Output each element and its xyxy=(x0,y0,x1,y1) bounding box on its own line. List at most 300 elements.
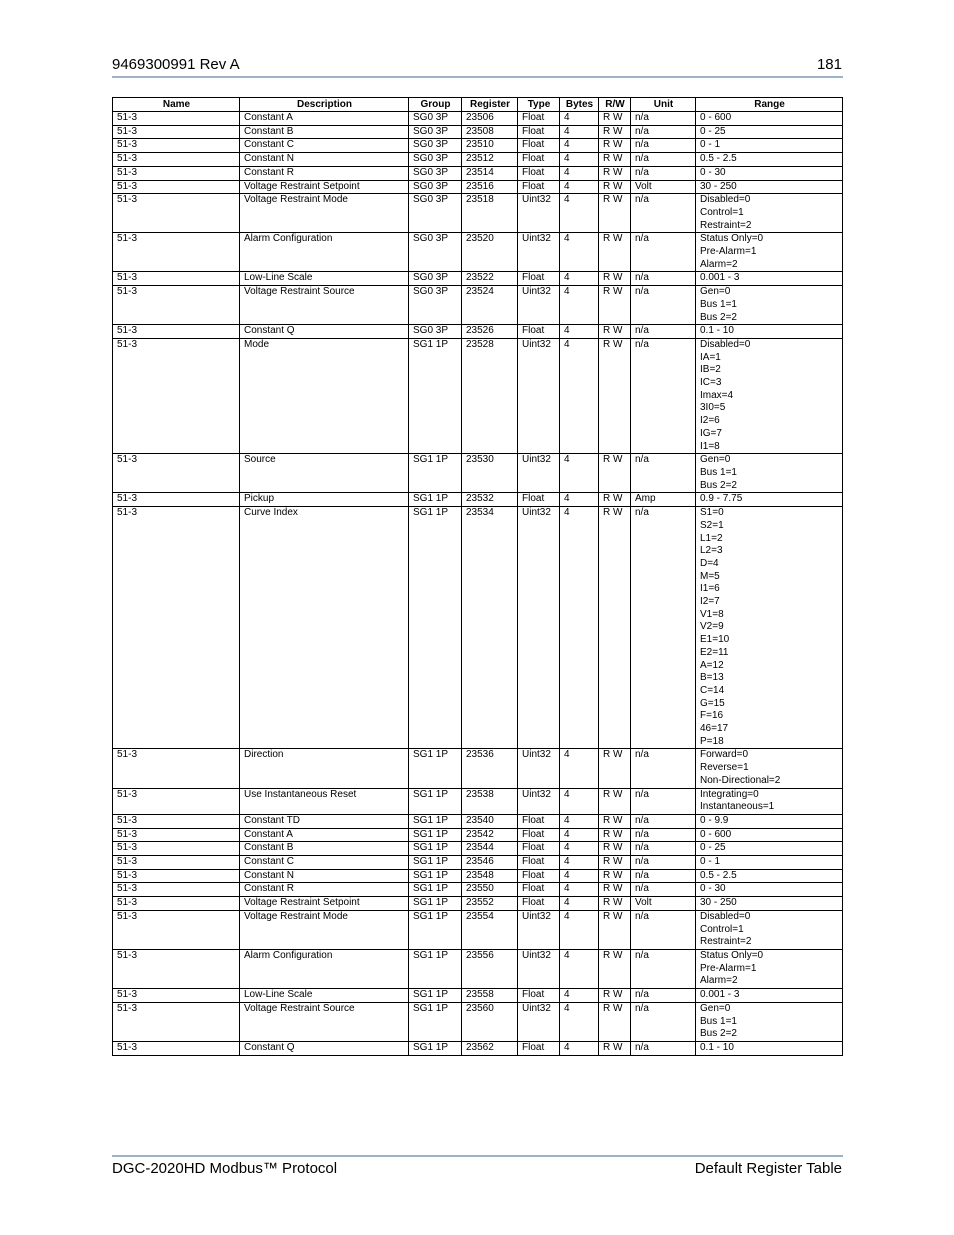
cell-group: SG0 3P xyxy=(409,112,462,126)
footer-rule xyxy=(112,1155,843,1157)
cell-description: Voltage Restraint Mode xyxy=(240,194,409,233)
cell-description: Constant R xyxy=(240,883,409,897)
cell-description: Constant C xyxy=(240,856,409,870)
cell-bytes: 4 xyxy=(560,286,599,325)
column-header-range: Range xyxy=(696,98,843,112)
cell-unit: Amp xyxy=(631,493,696,507)
cell-rw: R W xyxy=(599,139,631,153)
column-header-name: Name xyxy=(113,98,240,112)
table-body xyxy=(113,112,843,1056)
cell-bytes: 4 xyxy=(560,828,599,842)
cell-type: Uint32 xyxy=(518,749,560,788)
table-row xyxy=(113,507,843,749)
cell-bytes: 4 xyxy=(560,883,599,897)
cell-type: Uint32 xyxy=(518,507,560,749)
cell-rw: R W xyxy=(599,180,631,194)
cell-bytes: 4 xyxy=(560,814,599,828)
cell-register: 23532 xyxy=(462,493,518,507)
cell-description: Voltage Restraint Source xyxy=(240,286,409,325)
cell-name: 51-3 xyxy=(113,125,240,139)
cell-rw: R W xyxy=(599,856,631,870)
table-row xyxy=(113,1002,843,1041)
cell-register: 23534 xyxy=(462,507,518,749)
cell-description: Constant B xyxy=(240,842,409,856)
table-row xyxy=(113,1041,843,1055)
cell-register: 23528 xyxy=(462,338,518,453)
cell-range: Forward=0 Reverse=1 Non-Directional=2 xyxy=(696,749,843,788)
cell-type: Float xyxy=(518,869,560,883)
cell-description: Constant N xyxy=(240,153,409,167)
cell-bytes: 4 xyxy=(560,749,599,788)
cell-unit: n/a xyxy=(631,788,696,814)
page-number: 181 xyxy=(816,56,842,73)
cell-rw: R W xyxy=(599,828,631,842)
cell-register: 23518 xyxy=(462,194,518,233)
cell-description: Constant C xyxy=(240,139,409,153)
cell-range: 0.5 - 2.5 xyxy=(696,153,843,167)
cell-register: 23544 xyxy=(462,842,518,856)
table-row xyxy=(113,989,843,1003)
cell-description: Source xyxy=(240,454,409,493)
cell-rw: R W xyxy=(599,1002,631,1041)
cell-register: 23526 xyxy=(462,325,518,339)
cell-group: SG0 3P xyxy=(409,286,462,325)
cell-type: Uint32 xyxy=(518,910,560,949)
cell-description: Voltage Restraint Source xyxy=(240,1002,409,1041)
cell-group: SG1 1P xyxy=(409,1041,462,1055)
cell-range: 0 - 1 xyxy=(696,139,843,153)
cell-rw: R W xyxy=(599,194,631,233)
table-row xyxy=(113,125,843,139)
table-row xyxy=(113,828,843,842)
cell-range: Gen=0 Bus 1=1 Bus 2=2 xyxy=(696,286,843,325)
cell-name: 51-3 xyxy=(113,493,240,507)
cell-group: SG1 1P xyxy=(409,883,462,897)
cell-rw: R W xyxy=(599,989,631,1003)
cell-unit: n/a xyxy=(631,856,696,870)
cell-range: 0 - 25 xyxy=(696,842,843,856)
cell-rw: R W xyxy=(599,869,631,883)
cell-unit: n/a xyxy=(631,286,696,325)
cell-name: 51-3 xyxy=(113,233,240,272)
cell-unit: n/a xyxy=(631,814,696,828)
cell-unit: n/a xyxy=(631,125,696,139)
cell-register: 23548 xyxy=(462,869,518,883)
cell-bytes: 4 xyxy=(560,166,599,180)
cell-name: 51-3 xyxy=(113,989,240,1003)
cell-type: Uint32 xyxy=(518,454,560,493)
cell-register: 23538 xyxy=(462,788,518,814)
cell-unit: n/a xyxy=(631,1041,696,1055)
cell-type: Float xyxy=(518,112,560,126)
cell-unit: n/a xyxy=(631,950,696,989)
table-row xyxy=(113,338,843,453)
cell-bytes: 4 xyxy=(560,180,599,194)
cell-group: SG1 1P xyxy=(409,828,462,842)
cell-register: 23522 xyxy=(462,272,518,286)
cell-bytes: 4 xyxy=(560,788,599,814)
cell-register: 23540 xyxy=(462,814,518,828)
cell-range: Gen=0 Bus 1=1 Bus 2=2 xyxy=(696,454,843,493)
cell-unit: n/a xyxy=(631,910,696,949)
cell-register: 23560 xyxy=(462,1002,518,1041)
cell-type: Float xyxy=(518,125,560,139)
cell-range: Status Only=0 Pre-Alarm=1 Alarm=2 xyxy=(696,233,843,272)
cell-description: Pickup xyxy=(240,493,409,507)
cell-rw: R W xyxy=(599,814,631,828)
cell-group: SG0 3P xyxy=(409,325,462,339)
cell-bytes: 4 xyxy=(560,869,599,883)
cell-rw: R W xyxy=(599,338,631,453)
cell-type: Float xyxy=(518,180,560,194)
cell-unit: n/a xyxy=(631,454,696,493)
cell-register: 23550 xyxy=(462,883,518,897)
cell-unit: n/a xyxy=(631,507,696,749)
cell-description: Constant A xyxy=(240,828,409,842)
cell-bytes: 4 xyxy=(560,493,599,507)
cell-unit: n/a xyxy=(631,828,696,842)
cell-register: 23508 xyxy=(462,125,518,139)
header-rule xyxy=(112,76,843,78)
cell-range: Disabled=0 Control=1 Restraint=2 xyxy=(696,910,843,949)
cell-type: Float xyxy=(518,883,560,897)
cell-range: 0.5 - 2.5 xyxy=(696,869,843,883)
cell-register: 23524 xyxy=(462,286,518,325)
table-row xyxy=(113,180,843,194)
cell-bytes: 4 xyxy=(560,897,599,911)
cell-range: Disabled=0 IA=1 IB=2 IC=3 Imax=4 3I0=5 I2=6 IG=7 I1=8 xyxy=(696,338,843,453)
cell-description: Alarm Configuration xyxy=(240,233,409,272)
cell-name: 51-3 xyxy=(113,897,240,911)
cell-group: SG0 3P xyxy=(409,272,462,286)
cell-bytes: 4 xyxy=(560,989,599,1003)
cell-rw: R W xyxy=(599,842,631,856)
cell-register: 23552 xyxy=(462,897,518,911)
cell-type: Float xyxy=(518,493,560,507)
cell-bytes: 4 xyxy=(560,194,599,233)
cell-name: 51-3 xyxy=(113,112,240,126)
cell-unit: n/a xyxy=(631,139,696,153)
cell-range: 0.9 - 7.75 xyxy=(696,493,843,507)
cell-type: Float xyxy=(518,272,560,286)
cell-bytes: 4 xyxy=(560,338,599,453)
cell-rw: R W xyxy=(599,507,631,749)
cell-unit: Volt xyxy=(631,180,696,194)
table-row xyxy=(113,454,843,493)
cell-group: SG0 3P xyxy=(409,194,462,233)
cell-type: Float xyxy=(518,828,560,842)
cell-unit: n/a xyxy=(631,749,696,788)
cell-description: Constant TD xyxy=(240,814,409,828)
table-row xyxy=(113,910,843,949)
table-row xyxy=(113,194,843,233)
cell-range: 0 - 25 xyxy=(696,125,843,139)
cell-description: Voltage Restraint Setpoint xyxy=(240,897,409,911)
cell-rw: R W xyxy=(599,897,631,911)
cell-rw: R W xyxy=(599,749,631,788)
table-row xyxy=(113,856,843,870)
cell-description: Constant B xyxy=(240,125,409,139)
cell-description: Alarm Configuration xyxy=(240,950,409,989)
cell-unit: n/a xyxy=(631,989,696,1003)
table-row xyxy=(113,842,843,856)
cell-bytes: 4 xyxy=(560,1041,599,1055)
cell-bytes: 4 xyxy=(560,325,599,339)
cell-name: 51-3 xyxy=(113,856,240,870)
cell-type: Float xyxy=(518,897,560,911)
cell-name: 51-3 xyxy=(113,180,240,194)
document-number: 9469300991 Rev A xyxy=(112,56,240,73)
table-header-row xyxy=(113,98,843,112)
table-row xyxy=(113,814,843,828)
column-header-unit: Unit xyxy=(631,98,696,112)
cell-register: 23542 xyxy=(462,828,518,842)
cell-rw: R W xyxy=(599,166,631,180)
page-footer xyxy=(112,1160,842,1180)
cell-rw: R W xyxy=(599,125,631,139)
cell-type: Float xyxy=(518,814,560,828)
cell-range: 30 - 250 xyxy=(696,897,843,911)
cell-name: 51-3 xyxy=(113,286,240,325)
cell-bytes: 4 xyxy=(560,112,599,126)
cell-group: SG0 3P xyxy=(409,166,462,180)
cell-name: 51-3 xyxy=(113,139,240,153)
cell-group: SG0 3P xyxy=(409,180,462,194)
cell-range: S1=0 S2=1 L1=2 L2=3 D=4 M=5 I1=6 I2=7 V1=8 V2=9 E1=10 E2=11 A=12 B=13 C=14 G=15 F=16 46=17 P=18 xyxy=(696,507,843,749)
cell-name: 51-3 xyxy=(113,950,240,989)
table-row xyxy=(113,869,843,883)
cell-register: 23556 xyxy=(462,950,518,989)
cell-description: Low-Line Scale xyxy=(240,272,409,286)
cell-unit: n/a xyxy=(631,112,696,126)
table-row xyxy=(113,493,843,507)
cell-group: SG0 3P xyxy=(409,125,462,139)
cell-rw: R W xyxy=(599,286,631,325)
cell-name: 51-3 xyxy=(113,814,240,828)
cell-group: SG1 1P xyxy=(409,788,462,814)
cell-rw: R W xyxy=(599,1041,631,1055)
cell-unit: n/a xyxy=(631,233,696,272)
table-row xyxy=(113,272,843,286)
cell-unit: n/a xyxy=(631,869,696,883)
register-table xyxy=(112,97,843,1056)
cell-bytes: 4 xyxy=(560,910,599,949)
cell-name: 51-3 xyxy=(113,749,240,788)
column-header-register: Register xyxy=(462,98,518,112)
page-header xyxy=(112,56,842,76)
cell-unit: n/a xyxy=(631,325,696,339)
cell-rw: R W xyxy=(599,153,631,167)
cell-group: SG1 1P xyxy=(409,856,462,870)
cell-group: SG1 1P xyxy=(409,493,462,507)
cell-name: 51-3 xyxy=(113,869,240,883)
table-row xyxy=(113,950,843,989)
cell-group: SG1 1P xyxy=(409,869,462,883)
cell-bytes: 4 xyxy=(560,507,599,749)
cell-group: SG0 3P xyxy=(409,139,462,153)
cell-name: 51-3 xyxy=(113,788,240,814)
cell-range: 30 - 250 xyxy=(696,180,843,194)
column-header-description: Description xyxy=(240,98,409,112)
cell-range: 0 - 30 xyxy=(696,883,843,897)
cell-type: Float xyxy=(518,989,560,1003)
cell-register: 23520 xyxy=(462,233,518,272)
cell-name: 51-3 xyxy=(113,828,240,842)
cell-unit: n/a xyxy=(631,842,696,856)
cell-unit: n/a xyxy=(631,153,696,167)
cell-unit: Volt xyxy=(631,897,696,911)
table-row xyxy=(113,286,843,325)
cell-description: Constant A xyxy=(240,112,409,126)
cell-description: Use Instantaneous Reset xyxy=(240,788,409,814)
cell-name: 51-3 xyxy=(113,194,240,233)
column-header-type: Type xyxy=(518,98,560,112)
cell-group: SG1 1P xyxy=(409,454,462,493)
cell-description: Curve Index xyxy=(240,507,409,749)
table-row xyxy=(113,897,843,911)
cell-register: 23554 xyxy=(462,910,518,949)
cell-group: SG1 1P xyxy=(409,749,462,788)
cell-name: 51-3 xyxy=(113,454,240,493)
cell-group: SG1 1P xyxy=(409,507,462,749)
cell-range: Integrating=0 Instantaneous=1 xyxy=(696,788,843,814)
cell-register: 23510 xyxy=(462,139,518,153)
cell-range: Gen=0 Bus 1=1 Bus 2=2 xyxy=(696,1002,843,1041)
cell-register: 23536 xyxy=(462,749,518,788)
cell-range: 0 - 600 xyxy=(696,828,843,842)
table-row xyxy=(113,112,843,126)
cell-rw: R W xyxy=(599,454,631,493)
table-row xyxy=(113,883,843,897)
cell-description: Constant R xyxy=(240,166,409,180)
column-header-group: Group xyxy=(409,98,462,112)
cell-bytes: 4 xyxy=(560,950,599,989)
cell-name: 51-3 xyxy=(113,338,240,453)
cell-range: 0 - 9.9 xyxy=(696,814,843,828)
cell-description: Constant Q xyxy=(240,325,409,339)
cell-unit: n/a xyxy=(631,194,696,233)
cell-type: Uint32 xyxy=(518,950,560,989)
cell-type: Uint32 xyxy=(518,233,560,272)
cell-bytes: 4 xyxy=(560,233,599,272)
cell-name: 51-3 xyxy=(113,842,240,856)
cell-type: Float xyxy=(518,842,560,856)
cell-name: 51-3 xyxy=(113,1041,240,1055)
cell-type: Float xyxy=(518,325,560,339)
cell-bytes: 4 xyxy=(560,139,599,153)
cell-description: Voltage Restraint Mode xyxy=(240,910,409,949)
table-row xyxy=(113,139,843,153)
cell-range: 0 - 30 xyxy=(696,166,843,180)
table-row xyxy=(113,788,843,814)
cell-name: 51-3 xyxy=(113,153,240,167)
cell-unit: n/a xyxy=(631,166,696,180)
table-row xyxy=(113,166,843,180)
cell-description: Mode xyxy=(240,338,409,453)
cell-unit: n/a xyxy=(631,338,696,453)
cell-group: SG1 1P xyxy=(409,842,462,856)
table-row xyxy=(113,153,843,167)
cell-type: Uint32 xyxy=(518,338,560,453)
cell-bytes: 4 xyxy=(560,1002,599,1041)
cell-range: Disabled=0 Control=1 Restraint=2 xyxy=(696,194,843,233)
cell-type: Uint32 xyxy=(518,194,560,233)
cell-bytes: 4 xyxy=(560,842,599,856)
cell-range: 0 - 600 xyxy=(696,112,843,126)
cell-description: Constant N xyxy=(240,869,409,883)
cell-type: Float xyxy=(518,856,560,870)
cell-rw: R W xyxy=(599,233,631,272)
cell-unit: n/a xyxy=(631,883,696,897)
cell-group: SG1 1P xyxy=(409,950,462,989)
cell-group: SG1 1P xyxy=(409,814,462,828)
cell-rw: R W xyxy=(599,883,631,897)
cell-group: SG1 1P xyxy=(409,1002,462,1041)
cell-group: SG1 1P xyxy=(409,897,462,911)
cell-type: Float xyxy=(518,166,560,180)
cell-bytes: 4 xyxy=(560,454,599,493)
cell-range: 0.001 - 3 xyxy=(696,272,843,286)
cell-name: 51-3 xyxy=(113,910,240,949)
cell-type: Uint32 xyxy=(518,286,560,325)
cell-group: SG0 3P xyxy=(409,153,462,167)
cell-group: SG1 1P xyxy=(409,910,462,949)
cell-range: 0.001 - 3 xyxy=(696,989,843,1003)
cell-register: 23558 xyxy=(462,989,518,1003)
cell-description: Low-Line Scale xyxy=(240,989,409,1003)
cell-rw: R W xyxy=(599,325,631,339)
cell-type: Uint32 xyxy=(518,1002,560,1041)
cell-name: 51-3 xyxy=(113,883,240,897)
footer-document-title: DGC-2020HD Modbus™ Protocol xyxy=(112,1160,338,1177)
cell-description: Direction xyxy=(240,749,409,788)
footer-section-title: Default Register Table xyxy=(694,1160,842,1177)
cell-bytes: 4 xyxy=(560,856,599,870)
cell-group: SG0 3P xyxy=(409,233,462,272)
cell-rw: R W xyxy=(599,950,631,989)
cell-register: 23514 xyxy=(462,166,518,180)
cell-group: SG1 1P xyxy=(409,989,462,1003)
cell-group: SG1 1P xyxy=(409,338,462,453)
cell-range: 0 - 1 xyxy=(696,856,843,870)
table-row xyxy=(113,233,843,272)
cell-unit: n/a xyxy=(631,272,696,286)
cell-register: 23516 xyxy=(462,180,518,194)
column-header-rw: R/W xyxy=(599,98,631,112)
cell-range: Status Only=0 Pre-Alarm=1 Alarm=2 xyxy=(696,950,843,989)
cell-name: 51-3 xyxy=(113,1002,240,1041)
cell-name: 51-3 xyxy=(113,507,240,749)
cell-type: Float xyxy=(518,139,560,153)
cell-register: 23546 xyxy=(462,856,518,870)
cell-range: 0.1 - 10 xyxy=(696,1041,843,1055)
cell-bytes: 4 xyxy=(560,125,599,139)
cell-description: Constant Q xyxy=(240,1041,409,1055)
cell-rw: R W xyxy=(599,272,631,286)
cell-bytes: 4 xyxy=(560,272,599,286)
cell-register: 23562 xyxy=(462,1041,518,1055)
table-row xyxy=(113,749,843,788)
cell-register: 23512 xyxy=(462,153,518,167)
cell-type: Float xyxy=(518,1041,560,1055)
cell-rw: R W xyxy=(599,788,631,814)
table-row xyxy=(113,325,843,339)
cell-unit: n/a xyxy=(631,1002,696,1041)
cell-rw: R W xyxy=(599,910,631,949)
column-header-bytes: Bytes xyxy=(560,98,599,112)
cell-rw: R W xyxy=(599,493,631,507)
cell-range: 0.1 - 10 xyxy=(696,325,843,339)
